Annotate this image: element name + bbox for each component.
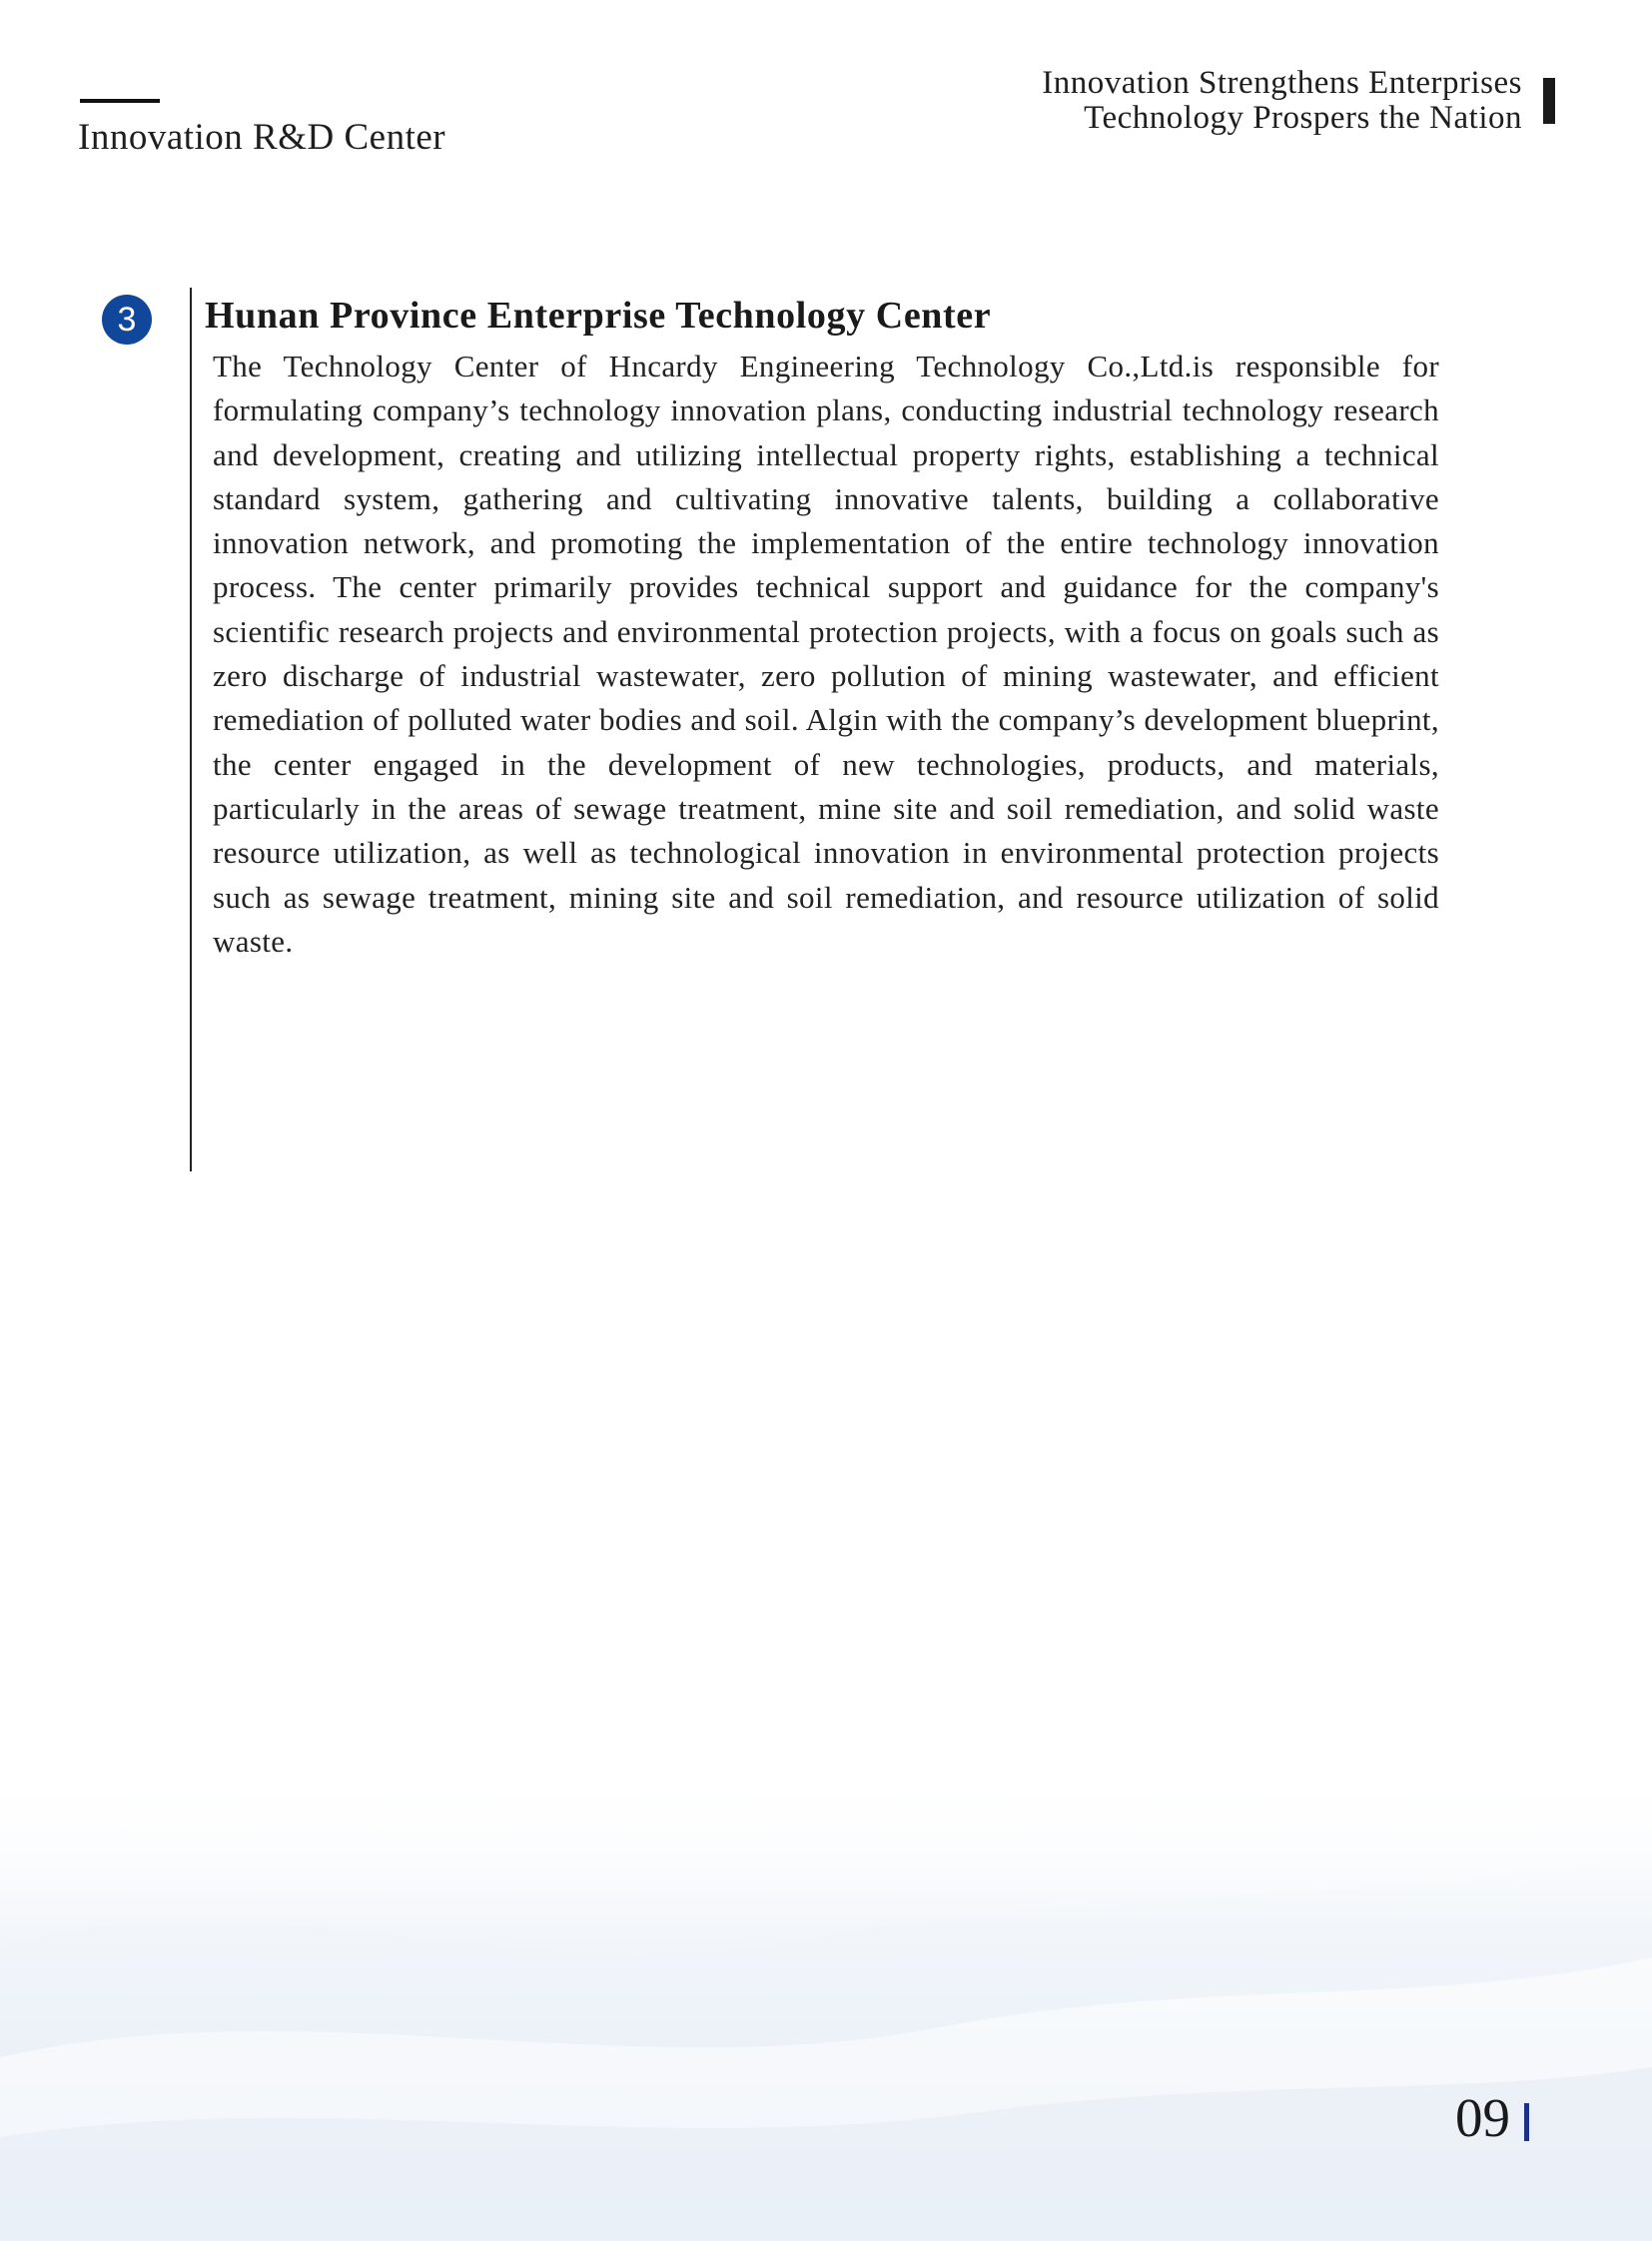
header-rule — [80, 99, 160, 103]
section-title: Hunan Province Enterprise Technology Center — [205, 295, 992, 337]
section-name-heading: Innovation R&D Center — [78, 117, 446, 158]
header-slogan — [1042, 66, 1522, 135]
header-slogan-bar — [1543, 78, 1555, 124]
section-body-text: The Technology Center of Hncardy Engineering Technology Co.,Ltd.is responsible for formulating company’s technology innovation plans, conducting industrial technology research and development, creating and utilizing intellectual property rights, establishing a technical standard system, gathering and cultivating innovative talents, building a collaborative innovation network, and promoting the implementation of the entire technology innovation process. The center primarily provides technical support and guidance for the company's scientific research projects and environmental protection projects, with a focus on goals such as zero discharge of industrial wastewater, zero pollution of mining wastewater, and efficient remediation of polluted water bodies and soil. Algin with the company’s development blueprint, the center engaged in the development of new technologies, products, and materials, particularly in the areas of sewage treatment, mine site and soil remediation, and solid waste resource utilization, as well as technological innovation in environmental protection projects such as sewage treatment, mining site and soil remediation, and resource utilization of solid waste. — [213, 349, 1439, 959]
page-number: 09 — [1455, 2087, 1510, 2148]
slogan-line-2: Technology Prospers the Nation — [1084, 99, 1522, 136]
section-divider — [190, 288, 192, 1171]
page-number-bar — [1524, 2103, 1529, 2141]
slogan-line-1: Innovation Strengthens Enterprises — [1042, 65, 1522, 101]
decorative-wave-background — [0, 1758, 1652, 2241]
section-number-badge: 3 — [102, 295, 152, 345]
